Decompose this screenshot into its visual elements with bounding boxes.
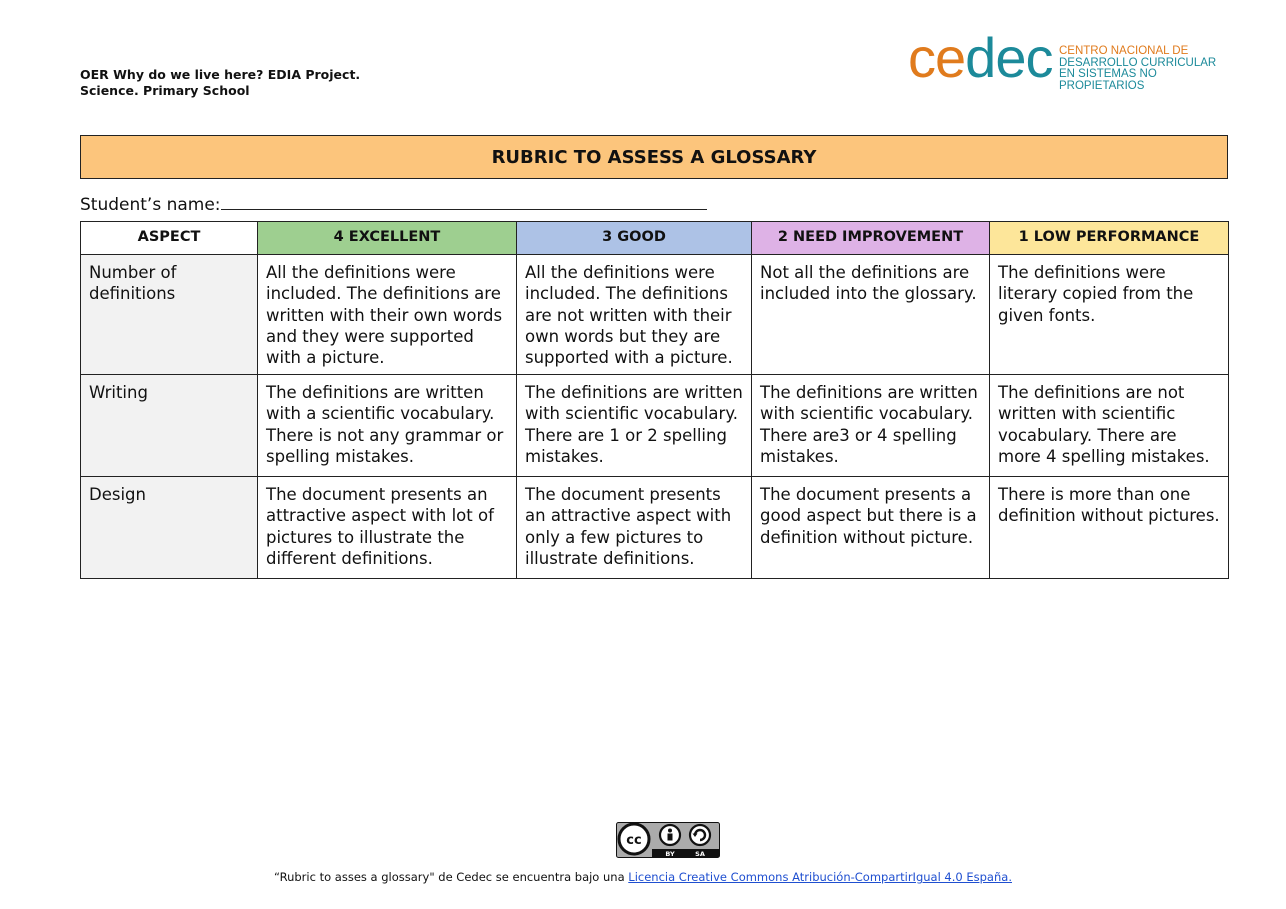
aspect-design: Design (81, 477, 258, 579)
header-low-performance: 1 LOW PERFORMANCE (990, 222, 1229, 255)
table-cell: The document presents an attractive aspect with only a few pictures to illustrate definitions. (517, 477, 752, 579)
header-excellent: 4 EXCELLENT (258, 222, 517, 255)
cedec-wordmark: cedec (908, 26, 1053, 89)
rubric-title: RUBRIC TO ASSESS A GLOSSARY (80, 135, 1228, 179)
license-text: “Rubric to asses a glossary" de Cedec se encuentra bajo una (274, 870, 629, 884)
creative-commons-badge (616, 822, 720, 858)
table-cell: The definitions are written with scientific vocabulary. There are 1 or 2 spelling mistakes. (517, 375, 752, 477)
table-cell: The document presents a good aspect but there is a definition without picture. (752, 477, 990, 579)
aspect-number-of-definitions: Number of definitions (81, 255, 258, 375)
cc-by-sa-icon (616, 822, 720, 858)
cedec-subtitle: CENTRO NACIONAL DE DESARROLLO CURRICULAR EN SISTEMAS NO PROPIETARIOS (1059, 45, 1217, 92)
table-cell: All the definitions were included. The definitions are not written with their own words but they are supported with a picture. (517, 255, 752, 375)
header-subject-line: Science. Primary School (80, 83, 250, 98)
header-need-improvement: 2 NEED IMPROVEMENT (752, 222, 990, 255)
header-project-line: OER Why do we live here? EDIA Project. (80, 67, 361, 82)
svg-text:cc: cc (626, 833, 642, 848)
svg-text:SA: SA (695, 850, 705, 858)
license-link[interactable]: Licencia Creative Commons Atribución-CompartirIgual 4.0 España. (628, 870, 1012, 884)
table-header-row (81, 222, 1229, 255)
table-cell: The document presents an attractive aspect with lot of pictures to illustrate the different definitions. (258, 477, 517, 579)
student-name-blank-line (221, 191, 707, 210)
table-cell: The definitions were literary copied from the given fonts. (990, 255, 1229, 375)
rubric-table (80, 221, 1229, 579)
cedec-logo (908, 26, 1238, 92)
table-row (81, 375, 1229, 477)
svg-text:BY: BY (665, 850, 675, 858)
table-cell: The definitions are written with scientific vocabulary. There are3 or 4 spelling mistakes. (752, 375, 990, 477)
table-cell: All the definitions were included. The definitions are written with their own words and they were supported with a picture. (258, 255, 517, 375)
aspect-writing: Writing (81, 375, 258, 477)
student-name-field (80, 191, 707, 216)
header-aspect: ASPECT (81, 222, 258, 255)
student-name-label: Student’s name: (80, 195, 221, 215)
header-good: 3 GOOD (517, 222, 752, 255)
table-cell: Not all the definitions are included into the glossary. (752, 255, 990, 375)
license-footer (0, 870, 1286, 884)
table-row (81, 477, 1229, 579)
table-cell: The definitions are written with a scientific vocabulary. There is not any grammar or spelling mistakes. (258, 375, 517, 477)
table-cell: The definitions are not written with scientific vocabulary. There are more 4 spelling mistakes. (990, 375, 1229, 477)
table-row (81, 255, 1229, 375)
table-cell: There is more than one definition without pictures. (990, 477, 1229, 579)
document-header (80, 67, 360, 99)
